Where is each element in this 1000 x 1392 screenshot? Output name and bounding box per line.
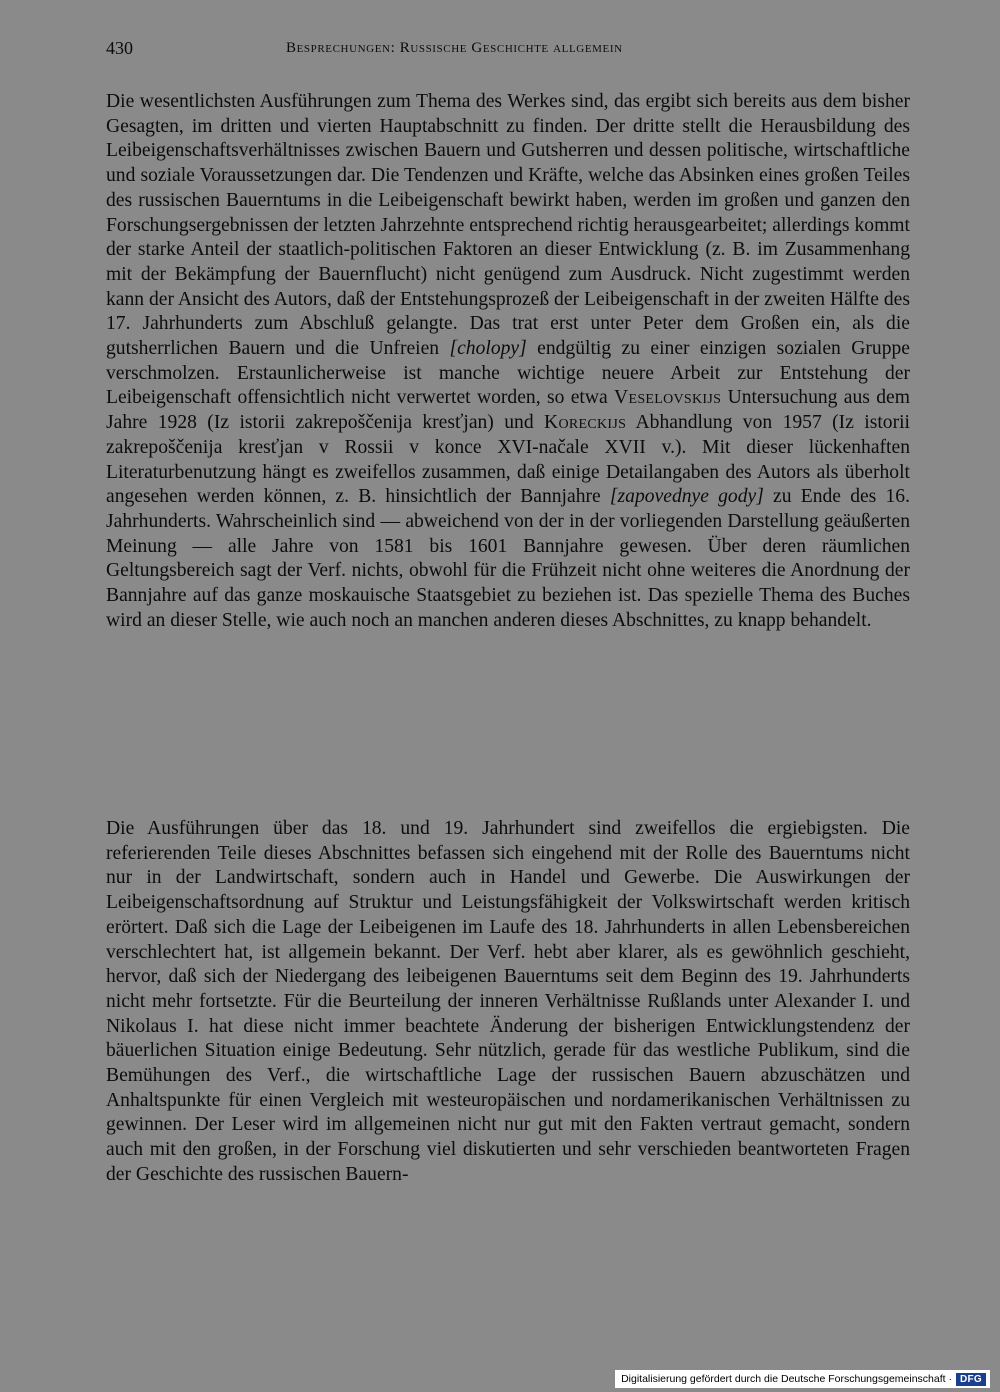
funding-text: Digitalisierung gefördert durch die Deutsche Forschungsgemeinschaft ·: [621, 1373, 952, 1385]
text-segment: zu Ende des 16. Jahrhunderts. Wahrscheinlich sind — abweichend von der in der vorliegenden Darstellung geäußerten Meinung — alle Jahre von 1581 bis 1601 Bannjahre gewesen. Über deren räumlichen Geltungsbereich sagt der Verf. nichts, obwohl für die Frühzeit nicht ohne weiteres die Anordnung der Bannjahre auf das ganze moskauische Staatsgebiet zu beziehen ist. Das spezielle Thema des Buches wird an dieser Stelle, wie auch noch an manchen anderen dieses Abschnittes, zu knapp behandelt.: [106, 486, 910, 631]
term-zapovednye-gody: [zapovednye gody]: [609, 486, 764, 508]
text-segment: endgültig zu einer einzigen sozialen Gruppe verschmolzen. Erstaunlicherweise ist manche wichtige neuere Arbeit zur Entstehung der Leibeigenschaft offensichtlich nicht verwertet worden, so etwa: [106, 338, 910, 409]
paragraph-2: Die Ausführungen über das 18. und 19. Jahrhundert sind zweifellos die ergiebigsten. Die referierenden Teile dieses Abschnittes befassen sich eingehend mit der Rolle des Bauerntums nicht nur in der Landwirtschaft, sondern auch in Handel und Gewerbe. Die Auswirkungen der Leibeigenschaftsordnung auf Struktur und Leistungsfähigkeit der Volkswirtschaft werden kritisch erörtert. Daß sich die Lage der Leibeigenen im Laufe des 18. Jahrhunderts in allen Lebensbereichen verschlechtert hat, ist allgemein bekannt. Der Verf. hebt aber klarer, als es gewöhnlich geschieht, hervor, daß sich der Niedergang des leibeigenen Bauerntums seit dem Beginn des 19. Jahrhunderts nicht mehr fortsetzte. Für die Beurteilung der inneren Verhältnisse Rußlands unter Alexander I. und Nikolaus I. hat diese nicht immer beachtete Änderung der bisherigen Entwicklungstendenz der bäuerlichen Situation einige Bedeutung. Sehr nützlich, gerade für das westliche Publikum, sind die Bemühungen des Verf., die wirtschaftliche Lage der russischen Bauern abzuschätzen und Anhaltspunkte für einen Vergleich mit westeuropäischen und nordamerikanischen Verhältnissen zu gewinnen. Der Leser wird im allgemeinen nicht nur gut mit den Fakten vertraut gemacht, sondern auch mit den großen, in der Forschung viel diskutierten und sehr verschieden beantworteten Fragen der Geschichte des russischen Bauern-: [106, 818, 910, 1185]
term-cholopy: [cholopy]: [449, 338, 527, 360]
page-number: 430: [106, 38, 133, 58]
text-segment: Die wesentlichsten Ausführungen zum Thema des Werkes sind, das ergibt sich bereits aus dem bisher Gesagten, im dritten und vierten Hauptabschnitt zu finden. Der dritte stellt die Herausbildung des Leibeigenschaftsverhältnisses zwischen Bauern und Gutsherren und dessen politische, wirtschaftliche und soziale Voraussetzungen dar. Die Tendenzen und Kräfte, welche das Absinken eines großen Teiles des russischen Bauerntums in die Leibeigenschaft bewirkt haben, werden im großen und ganzen den Forschungsergebnissen der letzten Jahrzehnte entsprechend richtig herausgearbeitet; allerdings kommt der starke Anteil der staatlich-politischen Faktoren an dieser Entwicklung (z. B. im Zusammenhang mit der Bekämpfung der Bauernflucht) nicht genügend zum Ausdruck. Nicht zugestimmt werden kann der Ansicht des Autors, daß der Entstehungsprozeß der Leibeigenschaft in der zweiten Hälfte des 17. Jahrhunderts zum Abschluß gelangte. Das trat erst unter Peter dem Großen ein, als die gutsherrlichen Bauern und die Unfreien: [106, 91, 910, 360]
author-koreckij: Koreckijs: [544, 412, 627, 434]
text-segment: Abhandlung von 1957 (Iz istorii zakrepoščenija kresťjan v Rossii v konce XVI-načale XVII v.). Mit dieser lückenhaften Literaturbenutzung hängt es zweifellos zusammen, daß einige Detailangaben des Autors als überholt angesehen werden können, z. B. hinsichtlich der Bannjahre: [106, 412, 911, 508]
text-segment: Untersuchung aus dem Jahre 1928 (Iz istorii zakrepoščenija kresťjan) und: [106, 387, 910, 434]
dfg-footer-banner: [615, 1370, 990, 1388]
paragraph-1: [106, 90, 910, 633]
dfg-logo-icon: DFG: [956, 1373, 986, 1386]
author-veselovskij: Veselovskijs: [614, 387, 722, 409]
page-header: [106, 38, 912, 60]
running-title: Besprechungen: Russische Geschichte allgemein: [286, 40, 623, 56]
